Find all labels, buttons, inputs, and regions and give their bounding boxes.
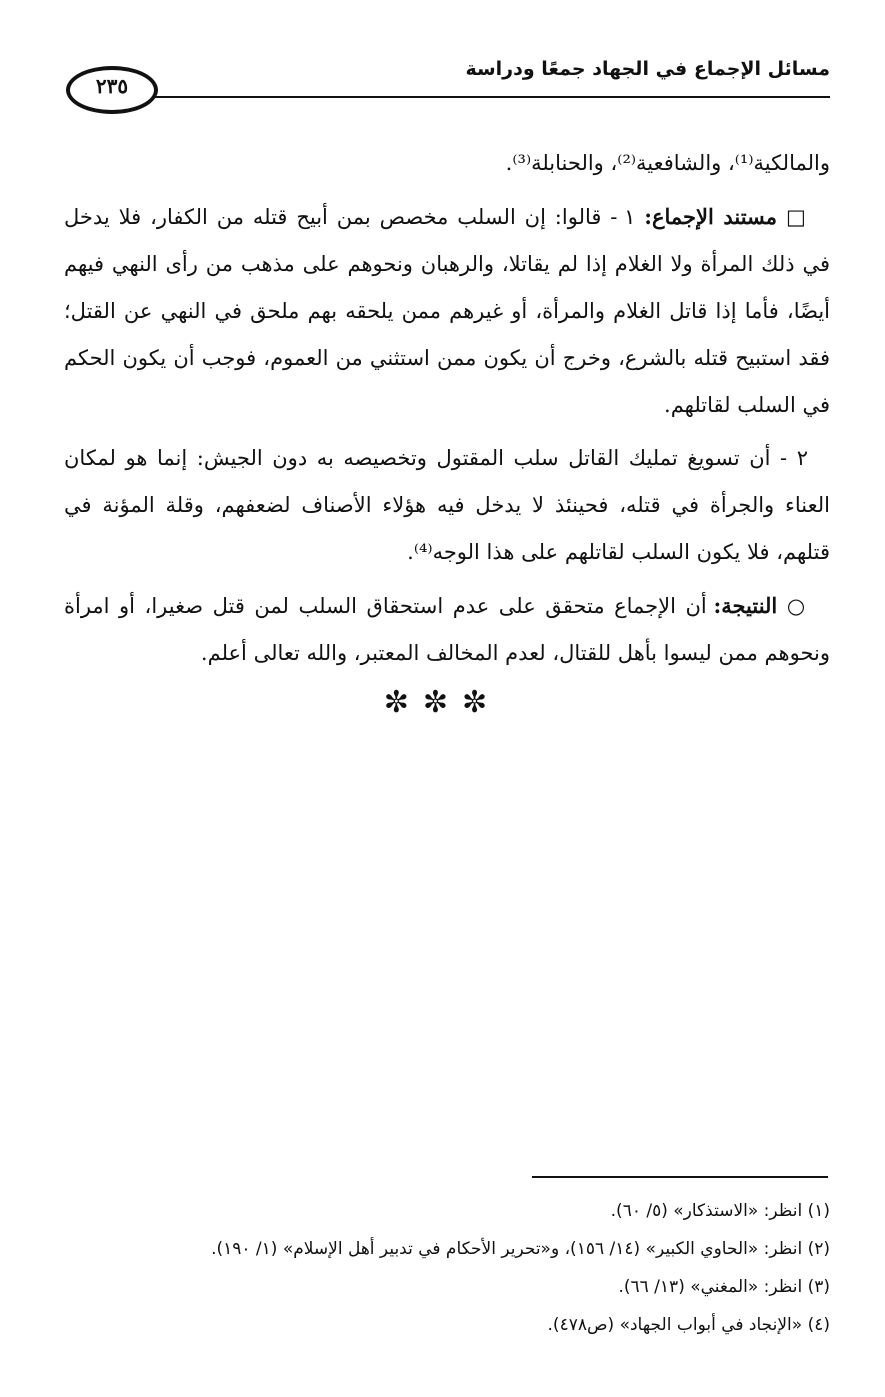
paragraph-result-text: أن الإجماع متحقق على عدم استحقاق السلب لمن قتل صغيرا، أو امرأة ونحوهم ممن ليسوا بأهل للقتال، لعدم المخالف المعتبر، والله تعالى أعلم. [64,594,830,665]
paragraph-result [64,582,830,677]
square-bullet-icon: □ [785,205,808,229]
star-divider-icon: ✼✼✼ [383,685,502,720]
paragraph-madhhabs: والمالكية⁽¹⁾، والشافعية⁽²⁾، والحنابلة⁽³⁾. [505,151,830,175]
running-title: مسائل الإجماع في الجهاد جمعًا ودراسة [465,58,830,80]
footnote-item: (٣) انظر: «المغني» (١٣/ ٦٦). [618,1277,830,1297]
circle-bullet-icon: ○ [786,594,808,618]
paragraph-basis-of-consensus [64,193,830,429]
footnotes [64,1192,830,1344]
footnote-item: (٢) انظر: «الحاوي الكبير» (١٤/ ١٥٦)، و«تحرير الأحكام في تدبير أهل الإسلام» (١/ ١٩٠). [211,1239,830,1259]
footnote-rule [532,1176,828,1178]
page-number: ٢٣٥ [95,74,129,98]
header-rule [154,96,830,98]
paragraph-basis-text: ١ - قالوا: إن السلب مخصص بمن أبيح قتله من الكفار، فلا يدخل في ذلك المرأة ولا الغلام إذا لم يقاتلا، والرهبان ونحوهم على مذهب من رأى النهي فيهم أيضًا، فأما إذا قاتل الغلام والمرأة، أو غيرهم ممن يلحقه بهم ملحق في النهي عن القتل؛ فقد استبيح قتله بالشرع، وخرج أن يكون ممن استثني من العموم، فوجب أن يكون الحكم في السلب لقاتلهم. [64,205,830,417]
page-header [66,58,830,118]
paragraph-point-two: ٢ - أن تسويغ تمليك القاتل سلب المقتول وتخصيصه به دون الجيش: إنما هو لمكان العناء والجرأة في قتله، فحينئذ لا يدخل فيه هؤلاء الأصناف لضعفهم، وقلة المؤنة في قتلهم، فلا يكون السلب لقاتلهم على هذا الوجه⁽⁴⁾. [64,446,830,564]
footnote-item: (٤) «الإنجاد في أبواب الجهاد» (ص٤٧٨). [547,1315,830,1335]
main-text [64,140,830,683]
section-lead-basis: مستند الإجماع: [644,204,778,229]
section-lead-result: النتيجة: [713,593,778,618]
footnote-item: (١) انظر: «الاستذكار» (٥/ ٦٠). [610,1201,830,1221]
